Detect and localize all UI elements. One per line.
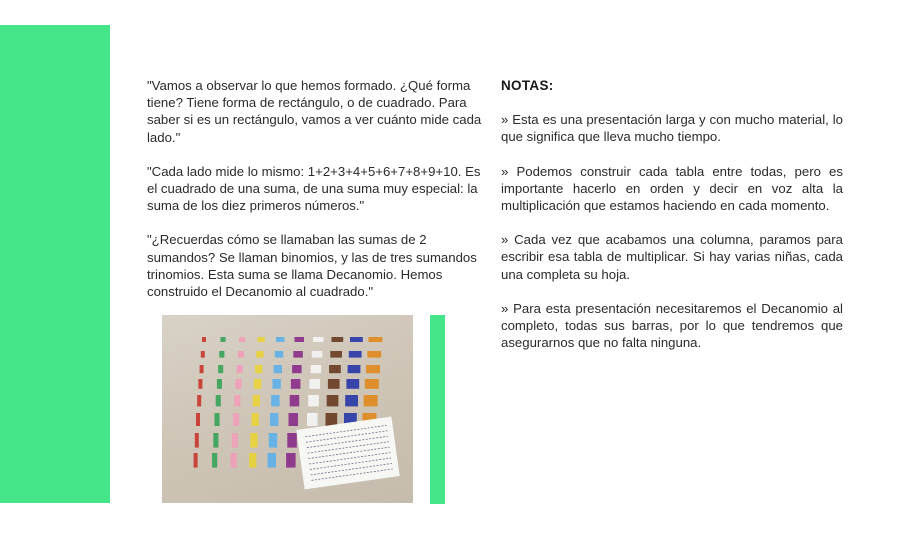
bead-bar bbox=[346, 379, 359, 389]
bead-bar bbox=[232, 433, 238, 448]
left-text-column bbox=[147, 77, 489, 317]
bead-bar bbox=[286, 453, 296, 468]
bead-bar bbox=[292, 365, 302, 373]
bead-bar bbox=[287, 433, 297, 448]
notes-title: NOTAS: bbox=[501, 78, 554, 93]
bead-bar bbox=[252, 413, 259, 426]
paragraph-1: "Vamos a observar lo que hemos formado. ¿Qué forma tiene? Tiene forma de rectángulo, o de cuadrado. Para saber si es un rectángulo, vamos a ver cuánto mide cada lado." bbox=[147, 78, 482, 145]
notes-column bbox=[501, 77, 843, 368]
bead-bar bbox=[272, 379, 280, 389]
bead-bar bbox=[326, 413, 338, 426]
bead-bar bbox=[311, 365, 322, 373]
bead-bar bbox=[250, 433, 257, 448]
bead-bar bbox=[194, 453, 198, 468]
bead-bar bbox=[309, 379, 320, 389]
bead-bar bbox=[349, 351, 362, 358]
bead-bar bbox=[212, 453, 217, 468]
bead-bar bbox=[366, 365, 380, 373]
bead-bar bbox=[268, 453, 276, 468]
bead-bar bbox=[256, 351, 263, 358]
bead-bar bbox=[201, 351, 205, 358]
bead-bar bbox=[313, 337, 324, 342]
bead-bar bbox=[275, 351, 283, 358]
bead-bar bbox=[213, 433, 218, 448]
bead-bar bbox=[274, 365, 282, 373]
bead-bar bbox=[235, 379, 241, 389]
bead-bar bbox=[234, 395, 240, 406]
bead-bar bbox=[196, 413, 200, 426]
bead-bar bbox=[217, 379, 222, 389]
bead-bar bbox=[198, 379, 202, 389]
bead-bar bbox=[253, 395, 260, 406]
bead-bar bbox=[249, 453, 256, 468]
bead-bar bbox=[327, 395, 339, 406]
bead-bar bbox=[258, 337, 265, 342]
green-accent-strip bbox=[430, 315, 445, 504]
bead-bar bbox=[348, 365, 361, 373]
note-item-3: » Cada vez que acabamos una columna, paramos para escribir esa tabla de multiplicar. Si hay varias niñas, cada una completa su hoja. bbox=[501, 232, 843, 282]
bead-bar bbox=[218, 365, 223, 373]
bead-bar bbox=[332, 337, 344, 342]
bead-layout-illustration bbox=[162, 315, 413, 503]
bead-bar bbox=[308, 395, 319, 406]
bead-bar bbox=[238, 351, 244, 358]
bead-bar bbox=[237, 365, 243, 373]
green-accent-band bbox=[0, 25, 110, 503]
bead-bar bbox=[270, 413, 278, 426]
bead-bar bbox=[365, 379, 379, 389]
note-item-2: » Podemos construir cada tabla entre todas, pero es importante hacerlo en orden y decir en voz alta la multiplicación que estamos haciendo en cada momento. bbox=[501, 163, 843, 214]
bead-bar bbox=[350, 337, 363, 342]
bead-bar bbox=[197, 395, 201, 406]
bead-bar bbox=[271, 395, 279, 406]
bead-bar bbox=[239, 337, 245, 342]
paragraph-3: "¿Recuerdas cómo se llamaban las sumas de 2 sumandos? Se llaman binomios, y las de tres sumandos trinomios. Esta suma se llama Decanomio. Hemos construido el Decanomio al cuadrado." bbox=[147, 232, 477, 300]
bead-bar bbox=[276, 337, 284, 342]
decanomio-photo bbox=[162, 315, 413, 503]
bead-bar bbox=[233, 413, 239, 426]
bead-bar bbox=[330, 351, 342, 358]
bead-bar bbox=[255, 365, 262, 373]
bead-bar bbox=[307, 413, 318, 426]
bead-bar bbox=[290, 395, 300, 406]
bead-bar bbox=[202, 337, 206, 342]
bead-bar bbox=[367, 351, 381, 358]
bead-bar bbox=[269, 433, 277, 448]
bead-bar bbox=[219, 351, 224, 358]
note-item-1: » Esta es una presentación larga y con mucho material, lo que significa que lleva mucho tiempo. bbox=[501, 112, 843, 145]
bead-bar bbox=[254, 379, 261, 389]
bead-bar bbox=[369, 337, 383, 342]
bead-bar bbox=[328, 379, 340, 389]
bead-bar bbox=[293, 351, 303, 358]
bead-bar bbox=[200, 365, 204, 373]
bead-bar bbox=[295, 337, 305, 342]
note-item-4: » Para esta presentación necesitaremos el Decanomio al completo, todas sus barras, por lo que tendremos que asegurarnos que no falta ninguna. bbox=[501, 300, 843, 351]
bead-bar bbox=[195, 433, 199, 448]
bead-bar bbox=[215, 413, 220, 426]
bead-bar bbox=[231, 453, 237, 468]
bead-bar bbox=[221, 337, 226, 342]
bead-bar bbox=[345, 395, 358, 406]
bead-bar bbox=[291, 379, 301, 389]
bead-bar bbox=[289, 413, 299, 426]
bead-bar bbox=[364, 395, 378, 406]
bead-bar bbox=[329, 365, 341, 373]
bead-bar bbox=[312, 351, 323, 358]
bead-bar bbox=[216, 395, 221, 406]
paragraph-2: "Cada lado mide lo mismo: 1+2+3+4+5+6+7+8+9+10. Es el cuadrado de una suma, de una suma muy especial: la suma de los diez primeros números." bbox=[147, 163, 481, 214]
